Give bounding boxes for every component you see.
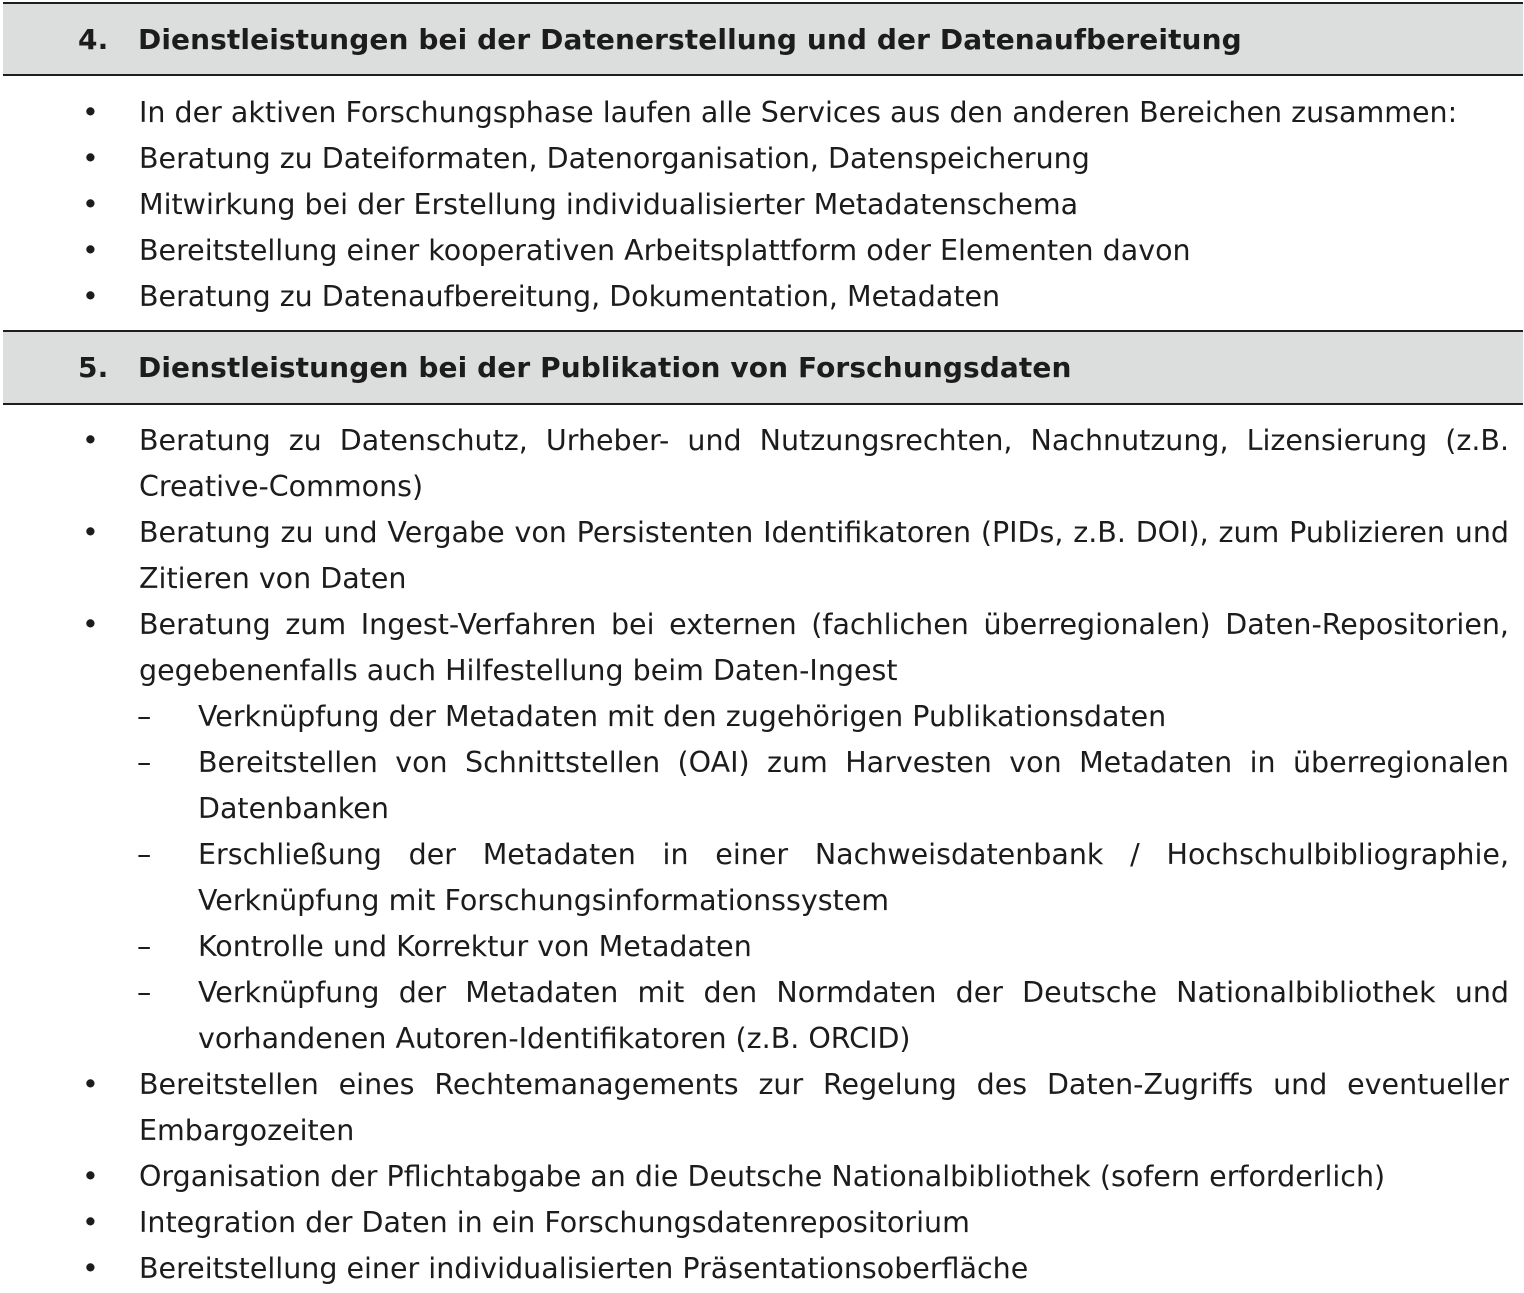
list-item-text: Beratung zum Ingest-Verfahren bei externen (fachlichen überregionalen) Daten-Repositorien, gegebenenfalls auch Hilfestellung beim Daten-Ingest	[139, 608, 1509, 687]
list-item	[0, 182, 1524, 228]
section-5-header	[3, 330, 1523, 405]
sub-list-item	[0, 832, 1524, 924]
dash-marker: –	[137, 700, 152, 733]
dash-marker: –	[137, 838, 152, 871]
section-4-header	[3, 2, 1523, 76]
bullet-marker: •	[82, 424, 99, 457]
bullet-marker: •	[82, 142, 99, 175]
list-item-text: Beratung zu Datenschutz, Urheber- und Nutzungsrechten, Nachnutzung, Lizensierung (z.B. Creative-Commons)	[139, 424, 1509, 503]
list-item	[0, 418, 1524, 510]
bullet-marker: •	[82, 608, 99, 641]
bullet-marker: •	[82, 1068, 99, 1101]
list-item	[0, 602, 1524, 694]
bullet-marker: •	[82, 1206, 99, 1239]
sub-list-item	[0, 694, 1524, 740]
section-5-list	[0, 418, 1524, 1292]
list-item	[0, 510, 1524, 602]
list-item-text: Integration der Daten in ein Forschungsdatenrepositorium	[139, 1206, 970, 1239]
list-item	[0, 1246, 1524, 1292]
sub-list-item-text: Verknüpfung der Metadaten mit den Normdaten der Deutsche Nationalbibliothek und vorhandenen Autoren-Identifikatoren (z.B. ORCID)	[198, 976, 1509, 1055]
list-item-text: Beratung zu Datenaufbereitung, Dokumentation, Metadaten	[139, 280, 1001, 313]
list-item-text: In der aktiven Forschungsphase laufen alle Services aus den anderen Bereichen zusammen:	[139, 96, 1458, 129]
dash-marker: –	[137, 746, 152, 779]
bullet-marker: •	[82, 188, 99, 221]
list-item-text: Organisation der Pflichtabgabe an die Deutsche Nationalbibliothek (sofern erforderlich)	[139, 1160, 1386, 1193]
dash-marker: –	[137, 976, 152, 1009]
list-item-text: Beratung zu Dateiformaten, Datenorganisation, Datenspeicherung	[139, 142, 1090, 175]
bullet-marker: •	[82, 1160, 99, 1193]
bullet-marker: •	[82, 234, 99, 267]
section-4-number: 4.	[78, 22, 109, 56]
dash-marker: –	[137, 930, 152, 963]
sub-list-item	[0, 924, 1524, 970]
bullet-marker: •	[82, 280, 99, 313]
list-item	[0, 274, 1524, 320]
bullet-marker: •	[82, 1252, 99, 1285]
sub-list-item	[0, 970, 1524, 1062]
sub-list-item-text: Bereitstellen von Schnittstellen (OAI) zum Harvesten von Metadaten in überregionalen Datenbanken	[198, 746, 1509, 825]
section-5-number: 5.	[78, 351, 109, 384]
section-4-title: Dienstleistungen bei der Datenerstellung und der Datenaufbereitung	[138, 22, 1242, 56]
list-item	[0, 1200, 1524, 1246]
section-4-list	[0, 90, 1524, 320]
list-item-text: Mitwirkung bei der Erstellung individualisierter Metadatenschema	[139, 188, 1079, 221]
list-item	[0, 228, 1524, 274]
list-item-text: Bereitstellung einer individualisierten Präsentationsoberfläche	[139, 1252, 1029, 1285]
list-item	[0, 1062, 1524, 1154]
list-item	[0, 136, 1524, 182]
list-item-text: Beratung zu und Vergabe von Persistenten Identifikatoren (PIDs, z.B. DOI), zum Publizieren und Zitieren von Daten	[139, 516, 1509, 595]
bullet-marker: •	[82, 516, 99, 549]
section-5-title: Dienstleistungen bei der Publikation von Forschungsdaten	[138, 351, 1072, 384]
bullet-marker: •	[82, 96, 99, 129]
sub-list-item-text: Verknüpfung der Metadaten mit den zugehörigen Publikationsdaten	[198, 700, 1167, 733]
sub-list-item-text: Kontrolle und Korrektur von Metadaten	[198, 930, 752, 963]
sub-list-item	[0, 740, 1524, 832]
list-item	[0, 1154, 1524, 1200]
list-item-text: Bereitstellen eines Rechtemanagements zur Regelung des Daten-Zugriffs und eventueller Embargozeiten	[139, 1068, 1509, 1147]
list-item	[0, 90, 1524, 136]
sub-list-item-text: Erschließung der Metadaten in einer Nachweisdatenbank / Hochschulbibliographie, Verknüpfung mit Forschungsinformationssystem	[198, 838, 1509, 917]
list-item-text: Bereitstellung einer kooperativen Arbeitsplattform oder Elementen davon	[139, 234, 1191, 267]
